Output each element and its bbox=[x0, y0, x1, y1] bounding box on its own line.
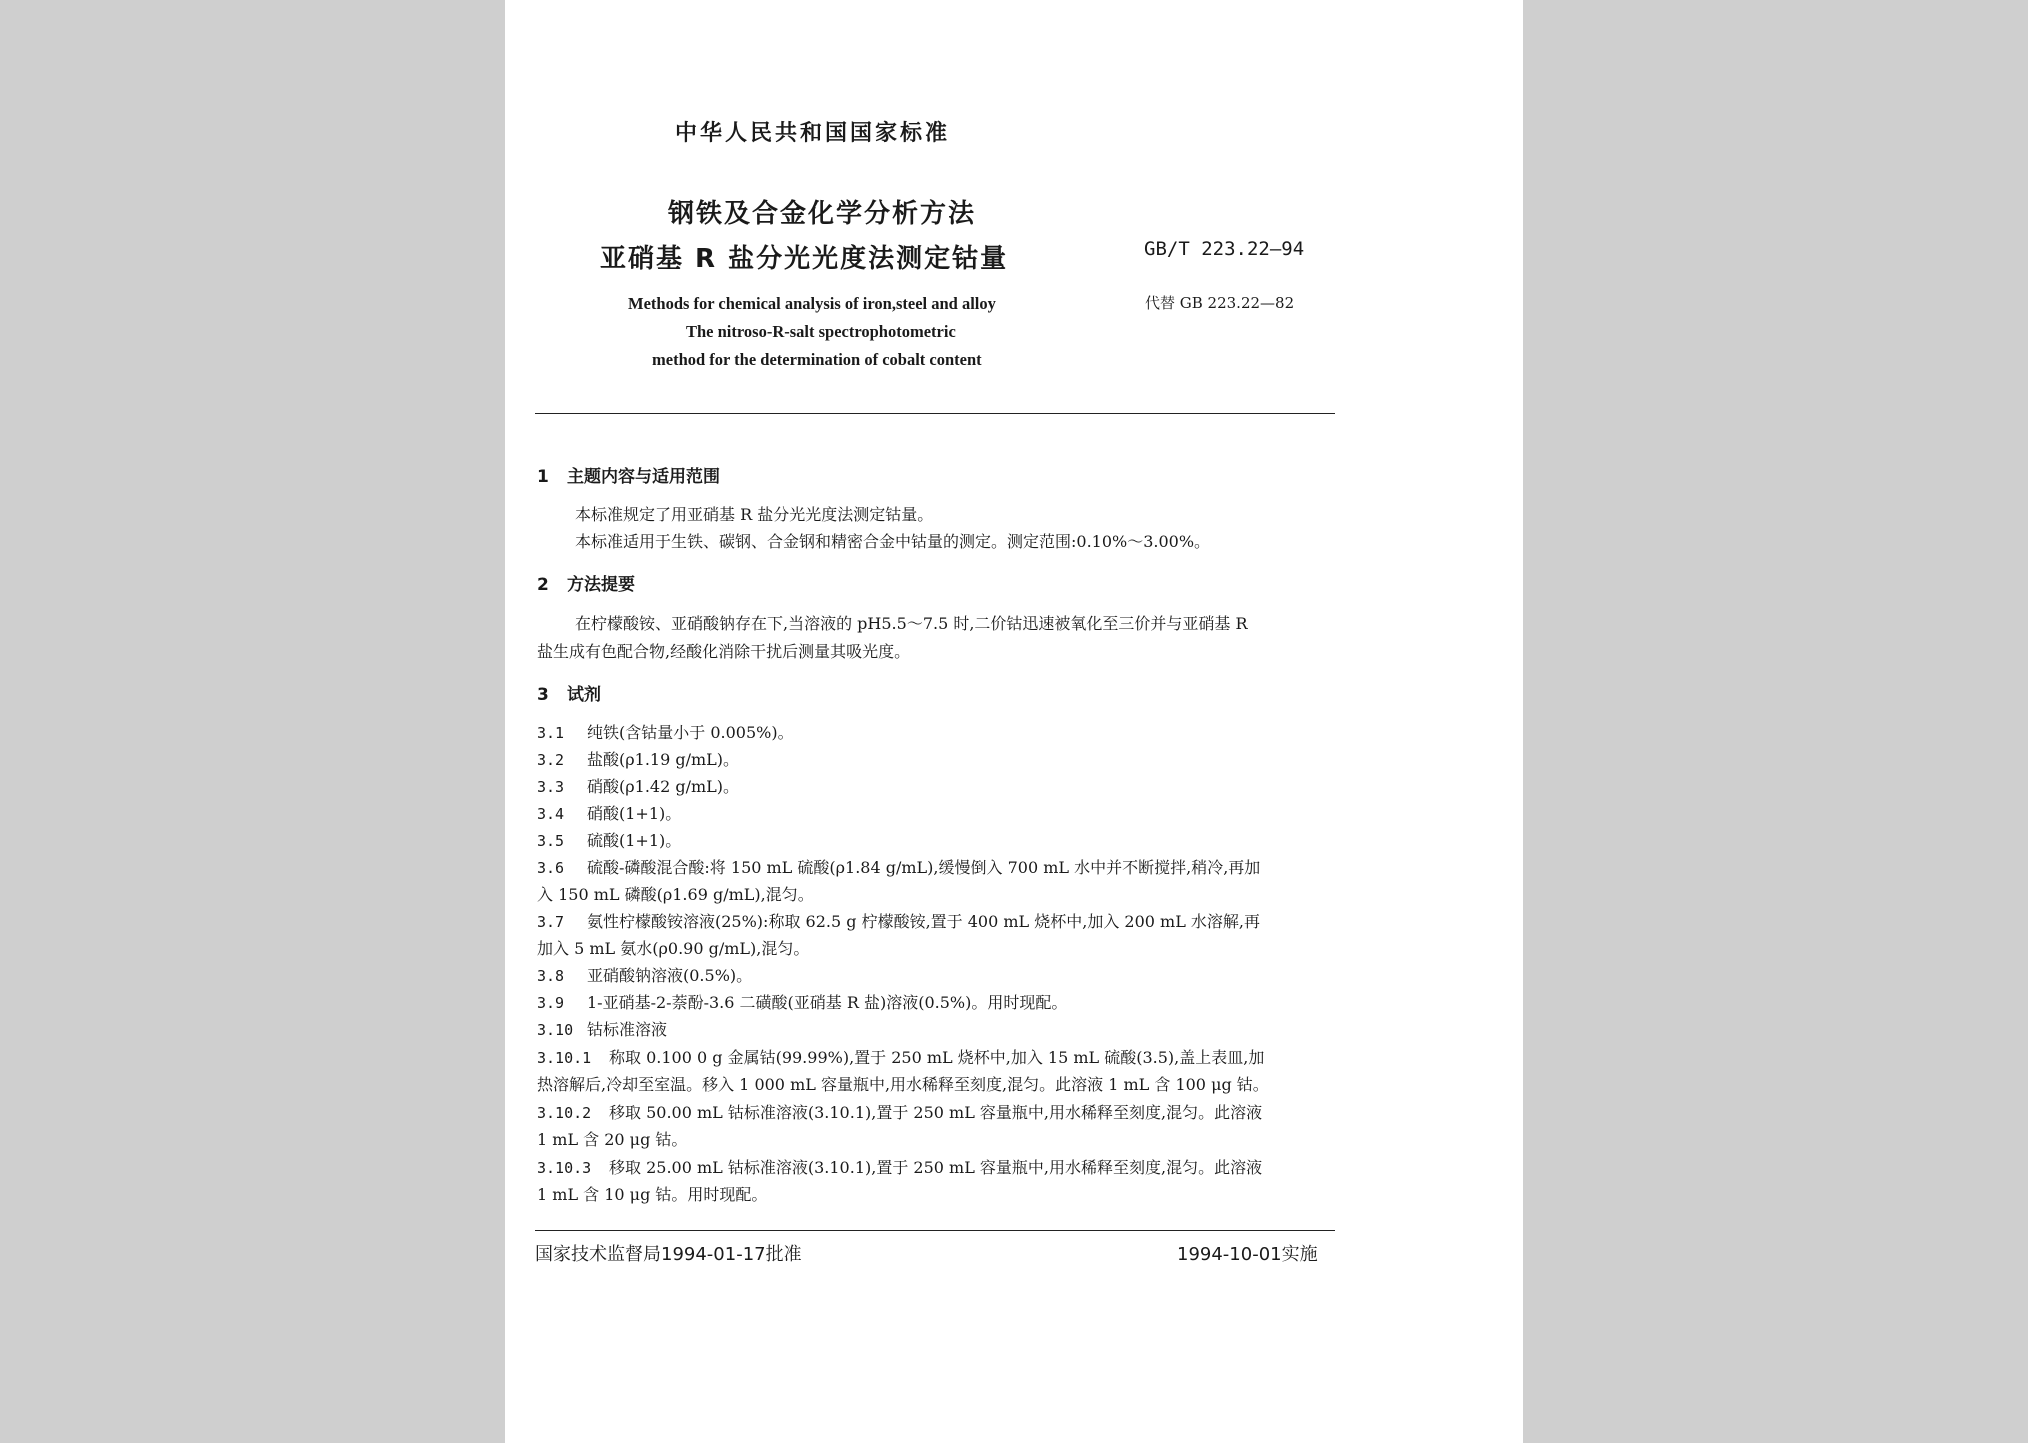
reagent-item-continuation: 加入 5 mL 氨水(ρ0.90 g/mL),混匀。 bbox=[537, 939, 810, 958]
reagent-item: 3.10.1 称取 0.100 0 g 金属钴(99.99%),置于 250 mL 烧杯中,加入 15 mL 硫酸(3.5),盖上表皿,加 bbox=[537, 1048, 1265, 1067]
paragraph: 在柠檬酸铵、亚硝酸钠存在下,当溶液的 pH5.5～7.5 时,二价钴迅速被氧化至三价并与亚硝基 R bbox=[575, 614, 1248, 633]
paragraph: 盐生成有色配合物,经酸化消除干扰后测量其吸光度。 bbox=[537, 642, 911, 661]
reagent-item: 3.10.2 移取 50.00 mL 钴标准溶液(3.10.1),置于 250 mL 容量瓶中,用水稀释至刻度,混匀。此溶液 bbox=[537, 1103, 1263, 1122]
reagent-item: 3.9 1-亚硝基-2-萘酚-3.6 二磺酸(亚硝基 R 盐)溶液(0.5%)。用时现配。 bbox=[537, 993, 1068, 1012]
replaces-note: 代替 GB 223.22—82 bbox=[1145, 294, 1295, 312]
title-line-1: 钢铁及合金化学分析方法 bbox=[668, 199, 977, 229]
reagent-item: 3.10.3 移取 25.00 mL 钴标准溶液(3.10.1),置于 250 mL 容量瓶中,用水稀释至刻度,混匀。此溶液 bbox=[537, 1158, 1263, 1177]
section-number: 1 bbox=[537, 467, 549, 487]
section-number: 3 bbox=[537, 685, 549, 705]
section-2-heading bbox=[537, 570, 635, 595]
reagent-item: 3.10 钴标准溶液 bbox=[537, 1020, 668, 1039]
english-title-line-1: Methods for chemical analysis of iron,steel and alloy bbox=[628, 294, 996, 313]
section-1-heading bbox=[537, 462, 720, 487]
section-number: 2 bbox=[537, 575, 549, 595]
section-title: 试剂 bbox=[567, 685, 601, 705]
document-page bbox=[505, 0, 1523, 1443]
reagent-item: 3.7 氨性柠檬酸铵溶液(25%):称取 62.5 g 柠檬酸铵,置于 400 mL 烧杯中,加入 200 mL 水溶解,再 bbox=[537, 912, 1261, 931]
footer-rule bbox=[535, 1230, 1335, 1231]
approval-date: 国家技术监督局1994-01-17批准 bbox=[535, 1244, 802, 1265]
reagent-item: 3.4 硝酸(1+1)。 bbox=[537, 804, 682, 823]
header-rule bbox=[535, 413, 1335, 414]
english-title-line-3: method for the determination of cobalt content bbox=[652, 350, 982, 369]
reagent-item-continuation: 1 mL 含 10 μg 钴。用时现配。 bbox=[537, 1185, 768, 1204]
section-3-heading bbox=[537, 680, 601, 705]
reagent-item: 3.8 亚硝酸钠溶液(0.5%)。 bbox=[537, 966, 753, 985]
paragraph: 本标准适用于生铁、碳钢、合金钢和精密合金中钴量的测定。测定范围:0.10%～3.00%。 bbox=[575, 532, 1211, 551]
standard-number: GB/T 223.22—94 bbox=[1144, 238, 1305, 260]
reagent-item: 3.3 硝酸(ρ1.42 g/mL)。 bbox=[537, 777, 740, 796]
section-title: 方法提要 bbox=[567, 575, 635, 595]
reagent-item: 3.6 硫酸-磷酸混合酸:将 150 mL 硫酸(ρ1.84 g/mL),缓慢倒入 700 mL 水中并不断搅拌,稍冷,再加 bbox=[537, 858, 1261, 877]
paragraph: 本标准规定了用亚硝基 R 盐分光光度法测定钴量。 bbox=[575, 505, 934, 524]
reagent-item: 3.5 硫酸(1+1)。 bbox=[537, 831, 682, 850]
english-title-line-2: The nitroso-R-salt spectrophotometric bbox=[686, 322, 956, 341]
reagent-item: 3.2 盐酸(ρ1.19 g/mL)。 bbox=[537, 750, 740, 769]
reagent-item: 3.1 纯铁(含钴量小于 0.005%)。 bbox=[537, 723, 794, 742]
reagent-item-continuation: 1 mL 含 20 μg 钴。 bbox=[537, 1130, 688, 1149]
reagent-item-continuation: 入 150 mL 磷酸(ρ1.69 g/mL),混匀。 bbox=[537, 885, 814, 904]
country-standard-heading: 中华人民共和国国家标准 bbox=[675, 121, 951, 146]
effective-date: 1994-10-01实施 bbox=[1177, 1244, 1318, 1265]
title-line-2: 亚硝基 R 盐分光光度法测定钴量 bbox=[600, 244, 1009, 274]
section-title: 主题内容与适用范围 bbox=[567, 467, 720, 487]
reagent-item-continuation: 热溶解后,冷却至室温。移入 1 000 mL 容量瓶中,用水稀释至刻度,混匀。此溶液 1 mL 含 100 μg 钴。 bbox=[537, 1075, 1269, 1094]
